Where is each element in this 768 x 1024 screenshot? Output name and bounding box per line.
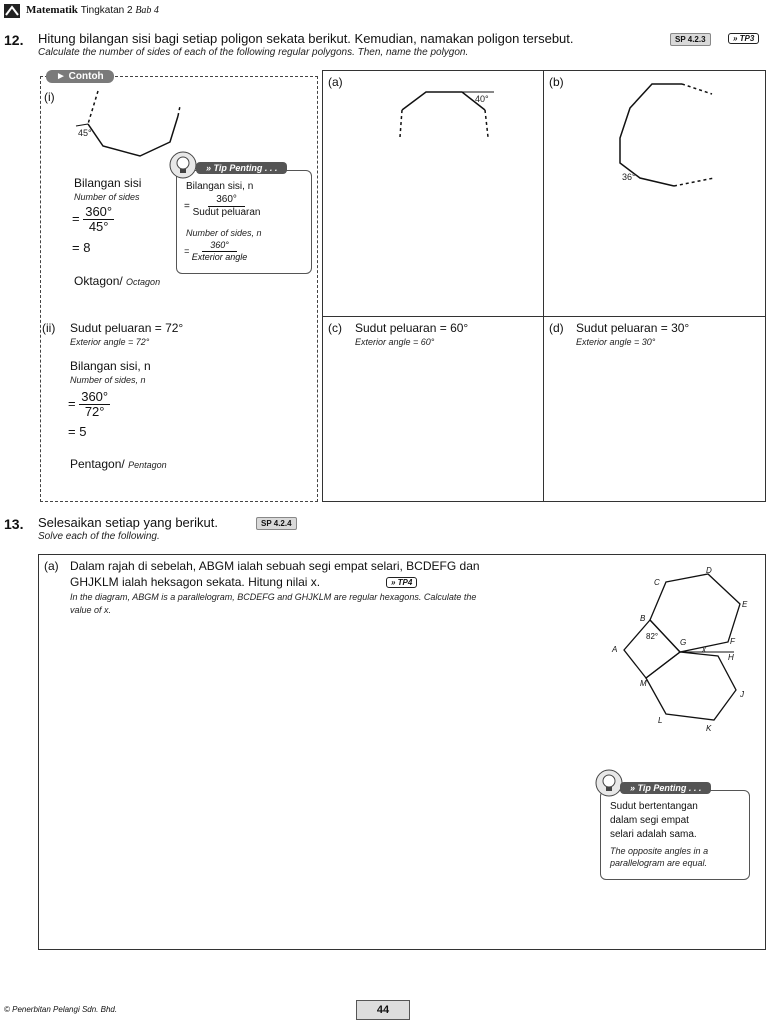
lightbulb-icon [594,768,624,798]
example-ii-result: = 5 [68,424,87,439]
tip-line1: Bilangan sisi, n [186,181,254,192]
tip2-line1: Sudut bertentangan [610,801,698,812]
point-D: D [706,566,712,575]
tip2-en2: parallelogram are equal. [610,858,708,868]
fraction-denominator: Exterior angle [191,252,248,262]
q12-number: 12. [4,32,24,48]
example-i-name [74,274,160,288]
example-ii-t1: Sudut peluaran = 72° [70,321,184,335]
point-F: F [730,637,735,646]
q13a-en2: value of x. [70,605,112,615]
example-tag: ► Contoh [46,70,114,83]
tip-fraction [184,194,260,219]
polygon-name-en: Pentagon [128,460,167,470]
example-i-bil-en: Number of sides [74,192,140,202]
fraction-denominator: 45° [88,219,109,234]
point-H: H [728,653,734,662]
lightbulb-icon [168,150,198,180]
q13-text: Selesaikan setiap yang berikut. [38,515,218,530]
point-G: G [680,638,687,647]
fraction-numerator: 360° [208,194,245,207]
grid-divider-vertical [543,70,544,501]
tip2-line2: dalam segi empat [610,815,689,826]
angle-82: 82° [646,632,659,641]
tip-tag: » Tip Penting . . . [196,162,287,174]
q12-tp-badge: » TP3 [728,33,759,44]
part-c-text: Sudut peluaran = 60° [355,321,469,335]
equals-sign: = [184,201,190,213]
part-d-text: Sudut peluaran = 30° [576,321,690,335]
q12-subtext: Calculate the number of sides of each of the following regular polygons. Then, name the polygon. [38,47,469,58]
tip2-line3: selari adalah sama. [610,829,697,840]
point-J: J [740,690,744,699]
q13a-en1: In the diagram, ABGM is a parallelogram, BCDEFG and GHJKLM are regular hexagons. Calculate the [70,592,477,602]
example-ii-t1-en: Exterior angle = 72° [70,337,150,347]
q13a-label: (a) [44,559,59,573]
part-b-angle: 36° [622,172,636,182]
example-ii-t2-en: Number of sides, n [70,375,146,385]
example-ii-name [70,457,167,471]
q13-number: 13. [4,516,24,532]
fraction-numerator: 360° [85,204,113,219]
tip-tag-2: » Tip Penting . . . [620,782,711,794]
chapter: Bab 4 [135,5,159,16]
q13-subtext: Solve each of the following. [38,531,160,542]
hexagon-parallelogram-diagram [608,562,768,742]
tip-fraction-en [184,240,247,263]
fraction-denominator: 72° [84,404,105,419]
grid-divider-horizontal [322,316,765,317]
q13-sp-badge: SP 4.2.4 [256,517,297,530]
part-a-angle: 40° [475,94,489,104]
q13a-line1: Dalam rajah di sebelah, ABGM ialah sebuah segi empat selari, BCDEFG dan [70,559,480,573]
book-title: Matematik [26,4,78,16]
page-number: 44 [356,1000,410,1020]
q12-text: Hitung bilangan sisi bagi setiap poligon sekata berikut. Kemudian, namakan poligon tersebut. [38,31,574,46]
example-ii-t2: Bilangan sisi, n [70,359,151,373]
example-ii-fraction [68,390,110,419]
example-i-angle: 45° [78,128,92,138]
part-a-label: (a) [328,75,343,89]
point-M: M [640,679,647,688]
part-c-label: (c) [328,321,342,335]
example-ii-label: (ii) [42,321,56,335]
point-B: B [640,614,646,623]
q13a-tp-badge: » TP4 [386,577,417,588]
point-L: L [658,716,663,725]
part-c-text-en: Exterior angle = 60° [355,337,435,347]
equals-sign: = [72,210,80,226]
fraction-denominator: Sudut peluaran [192,207,261,218]
example-i-result: = 8 [72,240,91,255]
running-header [26,4,159,16]
example-i-fraction [72,205,114,234]
equals-sign: = [184,245,190,256]
polygon-name-en: Octagon [126,277,161,287]
publisher-credit: © Penerbitan Pelangi Sdn. Bhd. [4,1005,118,1014]
grade: Tingkatan 2 [80,5,133,16]
q13a-line2: GHJKLM ialah heksagon sekata. Hitung nilai x. [70,575,321,589]
book-logo-icon [4,4,20,18]
fraction-numerator: 360° [202,240,237,252]
point-C: C [654,578,660,587]
tip2-en1: The opposite angles in a [610,846,709,856]
example-i-bil: Bilangan sisi [74,176,142,190]
point-K: K [706,724,712,733]
point-A: A [612,645,618,654]
tip-line2: Number of sides, n [186,228,262,238]
polygon-a-diagram [390,82,500,142]
point-E: E [742,600,748,609]
equals-sign: = [68,395,76,411]
fraction-numerator: 360° [81,389,109,404]
polygon-name: Pentagon/ [70,457,125,471]
q12-sp-badge: SP 4.2.3 [670,33,711,46]
angle-x: x [702,645,706,654]
part-d-text-en: Exterior angle = 30° [576,337,656,347]
part-b-label: (b) [549,75,564,89]
part-d-label: (d) [549,321,564,335]
polygon-name: Oktagon/ [74,274,123,288]
example-i-label: (i) [44,90,55,104]
